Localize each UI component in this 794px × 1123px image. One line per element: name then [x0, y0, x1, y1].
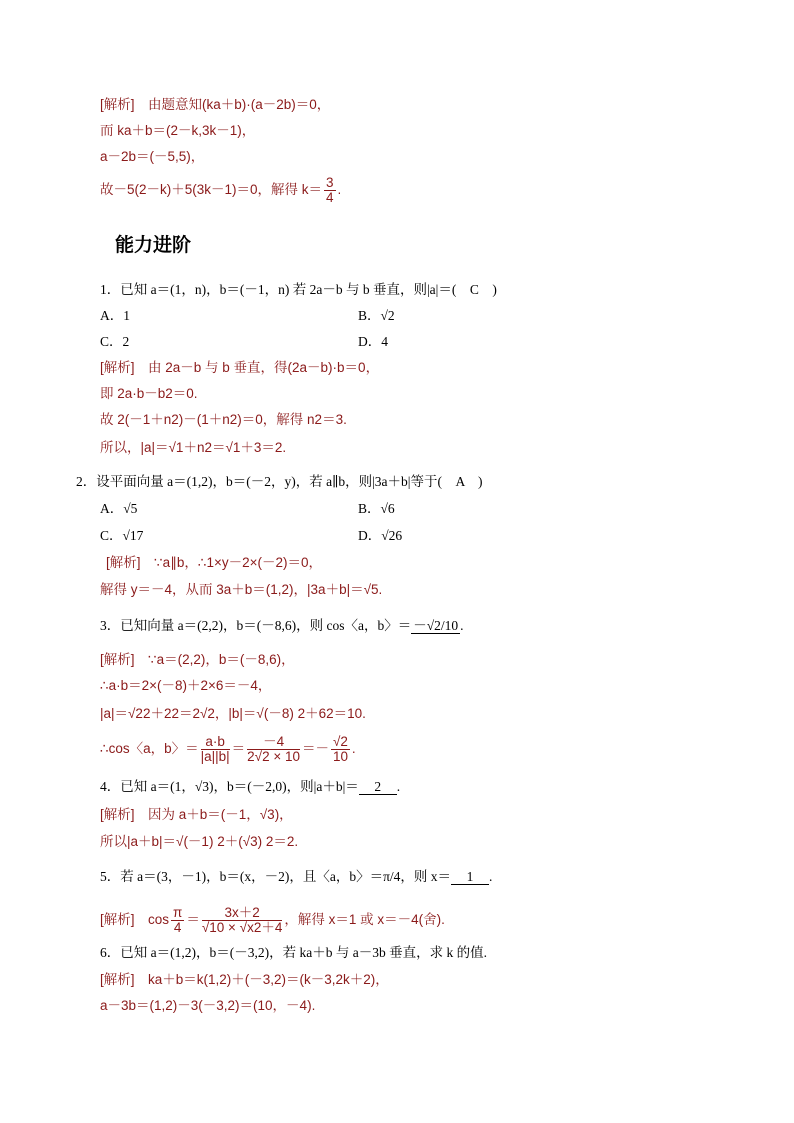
solution-text: 故－5(2－k)＋5(3k－1)＝0，解得 k＝ [100, 182, 323, 198]
answer-blank: －√2/10 [413, 618, 459, 633]
answer-blank: 1 [451, 870, 489, 885]
fraction-denominator: √10 × √x2＋4 [201, 920, 283, 936]
fraction-denominator: 10 [332, 749, 348, 765]
solution-line: a－3b＝(1,2)－3(－3,2)＝(10，－4). [100, 998, 316, 1013]
question-stem: 1．已知 a＝(1，n)，b＝(－1，n) 若 2a－b 与 b 垂直，则|a|＝( C ) [100, 282, 497, 297]
solution-line [100, 735, 356, 764]
solution-line: [解析] 由题意知(ka＋b)·(a－2b)＝0， [100, 97, 331, 112]
solution-line: a－2b＝(－5,5)， [100, 149, 205, 164]
fraction [331, 735, 350, 764]
fraction-denominator: 4 [173, 920, 182, 936]
option-d: D．4 [358, 334, 388, 349]
fraction [324, 176, 336, 205]
solution-line: [解析] 由 2a－b 与 b 垂直，得(2a－b)·b＝0， [100, 360, 380, 375]
solution-text: ＝ [186, 912, 200, 928]
solution-line: [解析] ka＋b＝k(1,2)＋(－3,2)＝(k－3,2k＋2)， [100, 972, 389, 987]
option-c: C．2 [100, 334, 130, 349]
solution-text: . [351, 741, 356, 757]
question-stem [100, 870, 492, 885]
option-b: B．√6 [358, 501, 395, 516]
solution-line: 即 2a·b－b2＝0. [100, 386, 198, 401]
option-a: A．1 [100, 308, 130, 323]
fraction [247, 735, 300, 764]
fraction-numerator: 3x＋2 [202, 906, 283, 921]
question-text: 4．已知 a＝(1，√3)，b＝(－2,0)，则|a＋b|＝ [100, 779, 359, 794]
solution-line: 而 ka＋b＝(2－k,3k－1)， [100, 123, 256, 138]
solution-line: 所以|a＋b|＝√(－1) 2＋(√3) 2＝2. [100, 834, 299, 849]
question-text: . [489, 869, 493, 884]
solution-line: 解得 y＝－4，从而 3a＋b＝(1,2)，|3a＋b|＝√5. [100, 582, 383, 597]
solution-line: [解析] ∵a＝(2,2)，b＝(－8,6)， [100, 652, 295, 667]
fraction [202, 906, 283, 935]
fraction-numerator: √2 [333, 734, 348, 749]
fraction [171, 906, 184, 935]
section-title: 能力进阶 [115, 234, 192, 256]
fraction-numerator: a·b [201, 735, 230, 750]
question-stem: 6．已知 a＝(1,2)，b＝(－3,2)，若 ka＋b 与 a－3b 垂直，求 k 的值. [100, 945, 487, 960]
solution-line: [解析] 因为 a＋b＝(－1，√3)， [100, 807, 293, 822]
question-stem [100, 780, 400, 795]
option-d: D．√26 [358, 528, 403, 543]
solution-line: ∴a·b＝2×(－8)＋2×6＝－4， [100, 678, 272, 693]
solution-line [100, 906, 445, 935]
answer-blank: 2 [359, 780, 397, 795]
solution-text: ∴cos〈a，b〉＝ [100, 741, 199, 757]
question-text: . [396, 779, 401, 794]
option-b: B．√2 [358, 308, 395, 323]
solution-line [100, 176, 341, 205]
solution-text: ＝ [231, 741, 246, 757]
solution-text: ＝－ [302, 741, 329, 757]
fraction-numerator: 3 [326, 175, 334, 190]
question-stem: 2．设平面向量 a＝(1,2)，b＝(－2，y)，若 a∥b，则|3a＋b|等于( A ) [76, 474, 483, 489]
question-text: 3．已知向量 a＝(2,2)，b＝(－8,6)，则 cos〈a，b〉＝ [100, 618, 412, 633]
fraction-numerator: －4 [247, 735, 300, 750]
question-stem [100, 619, 464, 634]
fraction [201, 735, 230, 764]
solution-line: 所以，|a|＝√1＋n2＝√1＋3＝2. [100, 440, 287, 455]
solution-text: . [337, 182, 342, 198]
option-a: A．√5 [100, 501, 138, 516]
question-text: . [460, 618, 464, 633]
fraction-denominator: 4 [326, 190, 334, 206]
fraction-numerator: π [173, 905, 183, 920]
question-text: 5．若 a＝(3，－1)，b＝(x，－2)，且〈a，b〉＝π/4，则 x＝ [100, 869, 452, 884]
fraction-denominator: 2√2 × 10 [247, 749, 300, 765]
solution-line: [解析] ∵a∥b，∴1×y－2×(－2)＝0， [106, 555, 322, 570]
solution-line: 故 2(－1＋n2)－(1＋n2)＝0，解得 n2＝3. [100, 412, 347, 427]
option-c: C．√17 [100, 528, 144, 543]
solution-line: |a|＝√22＋22＝2√2，|b|＝√(－8) 2＋62＝10. [100, 706, 366, 721]
fraction-denominator: |a||b| [200, 749, 230, 765]
solution-text: ，解得 x＝1 或 x＝－4(舍). [284, 912, 445, 928]
solution-text: [解析] cos [100, 912, 170, 928]
